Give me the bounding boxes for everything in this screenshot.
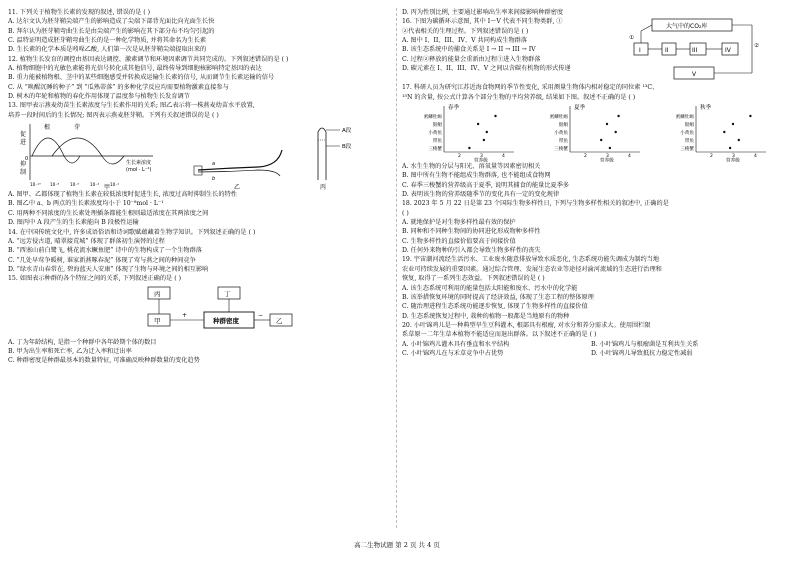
q15-stem: 15. 如图表示种群的各个特征之间的关系, 下列叙述正确的是 ( ) — [8, 275, 182, 283]
q13-figure — [8, 120, 386, 190]
tick-3: 10⁻⁶ — [70, 182, 80, 188]
data-point — [732, 123, 734, 125]
species-label: 小黄鱼 — [428, 131, 442, 137]
q18-stem-cont: ( ) — [402, 209, 409, 217]
q17-option-d: D. 表明该生物的营养级随季节的变化具有一定的变化规律 — [402, 191, 560, 199]
q19-stem: 19. 宇宙潮河流经生活污水、工业废水随意排放导致水质恶化, 生态系统功能失调成为制约当地 — [402, 256, 660, 264]
process-1: ① — [629, 35, 634, 42]
data-point — [723, 131, 725, 133]
q15-option-c: C. 种群密度是种群最基本的数量特征, 可准确反映种群数量的变化趋势 — [8, 357, 200, 365]
box-density-label: 种群密度 — [213, 316, 239, 325]
q16-carbon-cycle-figure — [622, 17, 772, 83]
q14-option-c: C. “几处早莺争暖树, 谁家新燕啄春泥” 体现了莺与燕之间的种间竞争 — [8, 256, 196, 264]
x-tick: 4 — [754, 154, 757, 160]
q12-option-a: A. 植物细胞中的光敏色素能将光信号转化成其他信号, 最终传导到细胞核影响特定基因的表达 — [8, 65, 262, 73]
q16-stem-cont: ②代表相关的生理过程。下列叙述错误的是 ( ) — [402, 27, 529, 35]
species-label: 三梭蟹 — [680, 147, 694, 153]
q11-stem: 11. 下列关于植物生长素的发现的叙述, 错误的是 ( ) — [8, 9, 151, 16]
q16-option-d: D. 碳元素在 I、II、III、IV、V 之间以含碳有机物的形式传递 — [402, 65, 571, 73]
tick-4: 10⁻⁴ — [90, 182, 100, 188]
q13-option-d: D. 图丙中 A 段产生的生长素能向 B 段极性运输 — [8, 219, 139, 227]
box-jia-label: 甲 — [154, 316, 161, 325]
figure-bing — [318, 126, 352, 190]
tick-1: 10⁻¹⁰ — [30, 182, 41, 188]
q20-option-c: C. 小叶锦鸡儿在与禾草竞争中占优势 — [402, 349, 504, 357]
atm-label: 大气中的CO₂库 — [666, 23, 708, 31]
x-tick: 4 — [502, 154, 505, 160]
x-tick: 3 — [480, 154, 483, 160]
x-axis-label: 营养级 — [474, 158, 488, 163]
caption-yi: 乙 — [234, 184, 241, 191]
q16-stem: 16. 下图为碳循环示意图, 其中 I～V 代表不同生物类群, ① — [402, 18, 563, 26]
q14-stem: 14. 在中国传统文化中, 许多成语俗语和诗词歌赋蕴藏着生物学知识。下列叙述正确的是 ( ) — [8, 228, 256, 236]
data-point — [600, 139, 602, 141]
x-tick: 3 — [732, 154, 735, 160]
q14-option-b: B. “西塞山前白鹭飞, 桃花流水鳜鱼肥” 诗中的生物构成了一个生物群落 — [8, 247, 202, 255]
bud-curve — [52, 138, 124, 164]
q14-option-a: A. “远芳侵古道, 晴翠接荒城” 体现了群落初生演替的过程 — [8, 237, 165, 245]
page-footer: 高二生物试题 第 2 页 共 4 页 — [354, 541, 440, 549]
y-label-3: 抑 — [20, 161, 27, 169]
q20-option-b: B. 小叶锦鸡儿与根瘤菌是互利共生关系 — [591, 340, 699, 348]
x-axis-label: 营养级 — [726, 158, 740, 163]
q19-stem-cont: 农业可持续发展的重要因素。通过综合管理、发展生态农业等途径对渝河流域的生态进行治理和 — [402, 265, 662, 273]
data-point — [606, 123, 608, 125]
x-axis-label: 营养级 — [600, 158, 614, 163]
origin-label: 0 — [25, 156, 29, 163]
q18-option-c: C. 生物多样性的直接价值要高于间接价值 — [402, 237, 516, 245]
box-yi-label: 乙 — [276, 316, 283, 325]
q11-option-c: C. 温特证明造成胚芽鞘弯曲生长的是一种化学物质, 并将其命名为生长素 — [8, 37, 207, 45]
species-label: 带鱼 — [432, 139, 442, 145]
data-point — [494, 115, 496, 117]
q15-option-d: D. 丙为性别比例, 主要通过影响出生率来间接影响种群密度 — [402, 9, 564, 16]
data-point — [615, 131, 617, 133]
q13-option-b: B. 图乙中 a、b 两点的生长素浓度均小于 10⁻⁸mol · L⁻¹ — [8, 200, 164, 208]
q17-option-a: A. 水生生物的分层与阳光、溶氧量等因素密切相关 — [402, 163, 541, 171]
q19-option-c: C. 随治理进程生态系统功能逐步恢复, 体现了生物多样性的直接价值 — [402, 303, 588, 311]
node-III: III — [692, 47, 698, 55]
q16-option-b: B. 该生态系统中的捕食关系是 I → II → III → IV — [402, 46, 536, 54]
q16-block — [402, 17, 780, 83]
x-tick: 2 — [584, 154, 587, 160]
species-label: 带鱼 — [684, 139, 694, 145]
node-I: I — [639, 47, 641, 55]
q20-option-a: A. 小叶锦鸡儿灌木具有垂直和水平结构 — [402, 340, 510, 348]
season-label: 春季 — [448, 105, 460, 112]
y-label-4: 制 — [20, 169, 27, 177]
q13-option-a: A. 图甲、乙都体现了植物生长素在较低浓度时促进生长, 浓度过高时抑制生长的特性 — [8, 191, 237, 199]
q11-option-d: D. 生长素的化学本质是吲哚乙酸, 人们第一次是从胚芽鞘尖端提取出来的 — [8, 46, 207, 54]
season-label: 秋季 — [700, 105, 712, 112]
q15-option-a: A. 丁为年龄结构, 是指一个种群中各年龄期个体的数目 — [8, 338, 157, 346]
data-point — [483, 139, 485, 141]
season-label: 夏季 — [574, 105, 586, 112]
q18-option-b: B. 同种和不同种生物间的协同进化形成物种多样性 — [402, 228, 541, 236]
minus-sign: − — [258, 311, 264, 319]
segment-b-label: B段 — [342, 144, 352, 151]
q13-stem-cont: 培养一段时间后的生长情况; 图丙表示燕麦胚芽鞘。下列有关叙述错误的是 ( ) — [8, 111, 219, 119]
q17-stem: 17. 科研人员为研究江苏近海食物网的季节性变化, 采用测量生物体内相对稳定的同位素 ¹³C、 — [402, 84, 659, 92]
species-label: 银鲳 — [684, 123, 694, 129]
species-label: 三梭蟹 — [428, 147, 442, 153]
q18-stem: 18. 2023 年 5 月 22 日是第 23 个国际生物多样性日, 下列与生物多样性相关的叙述中, 正确的是 — [402, 200, 669, 208]
tick-2: 10⁻⁸ — [50, 182, 60, 188]
x-tick: 3 — [606, 154, 609, 160]
q20-option-d: D. 小叶锦鸡儿导致抵抗力稳定性减弱 — [591, 349, 693, 357]
figure-yi — [194, 150, 282, 190]
plus-sign: + — [182, 311, 188, 319]
q11-option-a: A. 达尔文认为胚芽鞘尖端产生的影响造成了尖端下部背光面比向光面生长快 — [8, 18, 215, 26]
caption-bing: 丙 — [320, 184, 327, 191]
node-IV: IV — [725, 47, 731, 55]
q16-text — [402, 17, 622, 83]
q14-option-d: D. “绿水青山春常在, 碧海蓝天人安康” 体现了生物与环境之间的相互影响 — [8, 265, 209, 273]
caption-jia: 甲 — [104, 184, 111, 191]
species-label: 密鳞牡蛎 — [675, 115, 694, 121]
q16-option-c: C. 过程②释放的能量会重新由过程①进入生物群落 — [402, 55, 541, 63]
left-column — [8, 8, 386, 366]
bud-label: 芽 — [74, 124, 81, 132]
species-label: 密鳞牡蛎 — [423, 115, 442, 121]
q11-option-b: B. 拜尔认为胚芽鞘弯曲生长是由尖端产生的影响在其下部分布不均匀引起的 — [8, 27, 215, 35]
process-2: ② — [754, 43, 759, 50]
x-tick: 2 — [458, 154, 461, 160]
q12-option-c: C. 从 “唤醒沉睡的种子” 到 “瓜熟蒂落” 的多种化学反应均需要植物激素直接参与 — [8, 83, 229, 91]
data-point — [468, 147, 470, 149]
q17-stem-cont: ¹⁵N 的含量, 按公式计算各个部分生物的平均营养级, 结果如下图。叙述不正确的是 ( ) — [402, 93, 636, 101]
q20-options-row1 — [402, 340, 780, 349]
q12-option-b: B. 重力能被植物根、茎中的某些细胞感受并转换成运输生长素的信号, 从而调节生长素运输的信号 — [8, 74, 275, 82]
x-label-2: (mol · L⁻¹) — [126, 167, 152, 174]
q17-trophic-chart — [402, 102, 780, 162]
q13-stem: 13. 图甲表示燕麦幼苗生长素浓度与生长素作用的关系; 图乙表示将一株燕麦幼苗水平放置, — [8, 102, 255, 110]
node-II: II — [665, 47, 669, 55]
q15-option-b: B. 甲为出生率和死亡率, 乙为迁入率和迁出率 — [8, 347, 132, 355]
q18-option-a: A. 就地保护是对生物多样性最有效的保护 — [402, 219, 516, 227]
segment-a-label: A段 — [342, 128, 352, 135]
species-label: 银鲳 — [558, 123, 568, 129]
q20-options-row2 — [402, 349, 780, 358]
data-point — [477, 123, 479, 125]
q17-figure — [402, 102, 780, 162]
q18-option-d: D. 任何外来物种的引入都会导致生物多样性的丧失 — [402, 247, 541, 255]
y-label-2: 进 — [20, 139, 27, 147]
x-tick: 2 — [710, 154, 713, 160]
figure-jia — [20, 123, 153, 190]
species-label: 小黄鱼 — [554, 131, 568, 137]
species-label: 银鲳 — [432, 123, 442, 129]
x-label-1: 生长素浓度 — [126, 160, 152, 167]
q13-figure-svg — [8, 120, 386, 190]
root-label: 根 — [44, 124, 51, 132]
species-label: 密鳞牡蛎 — [549, 115, 568, 121]
q20-stem-cont: 系草原一二年生草本植物不能适应而退出群落。以下叙述不正确的是 ( ) — [402, 331, 597, 339]
q13-option-c: C. 用两种不同浓度的生长素处理插条都能生根则最适浓度在其两浓度之间 — [8, 209, 209, 217]
data-point — [729, 147, 731, 149]
q12-option-d: D. 树木的年轮和植物的春化作用体现了温度参与植物生长发育调节 — [8, 93, 190, 101]
species-label: 小黄鱼 — [680, 131, 694, 137]
q15-figure-svg — [8, 284, 386, 338]
data-point — [486, 131, 488, 133]
q19-option-d: D. 生态系统恢复过程中, 栽种的植物一般都是当地原有的物种 — [402, 312, 570, 320]
data-point — [609, 147, 611, 149]
right-column — [402, 8, 780, 358]
q16-option-a: A. 图中 I、II、III、IV、V 共同构成生物群落 — [402, 37, 528, 45]
q19-option-b: B. 该举措恢复环境的同时提高了经济效益, 体现了生态工程的整体原理 — [402, 293, 594, 301]
q12-stem: 12. 植物生长发育的调控由基因表达调控、激素调节和环境因素调节共同完成的。下列叙述错误的是 ( ) — [8, 55, 289, 63]
data-point — [749, 115, 751, 117]
x-tick: 4 — [628, 154, 631, 160]
y-label-1: 促 — [20, 131, 27, 139]
tick-5: 10⁻² — [110, 182, 120, 188]
box-bing-label: 丙 — [154, 289, 161, 298]
q19-stem-cont2: 恢复, 取得了一系列生态效益。下列叙述错误的是 ( ) — [402, 275, 545, 283]
q17-option-b: B. 图中所有生物不能组成生物群落, 也不能组成食物网 — [402, 172, 551, 180]
point-b: b — [212, 176, 216, 183]
point-a: a — [212, 161, 216, 168]
data-point — [738, 139, 740, 141]
q19-option-a: A. 该生态系统可利用的能量包括太阳能和废水、污水中的化学能 — [402, 284, 578, 292]
q15-figure — [8, 284, 386, 338]
species-label: 三梭蟹 — [554, 147, 568, 153]
box-ding-label: 丁 — [224, 289, 231, 298]
data-point — [617, 115, 619, 117]
q20-stem: 20. 小叶锦鸡儿是一种典型旱生豆科灌木, 根部具有根瘤, 对水分和养分需求大。使用围栏限 — [402, 321, 651, 329]
species-label: 带鱼 — [558, 139, 568, 145]
q17-option-c: C. 春季三梭蟹的营养级高于夏季, 说明其捕食的能量比夏季多 — [402, 181, 570, 189]
column-divider — [396, 8, 397, 528]
node-V: V — [692, 71, 697, 79]
